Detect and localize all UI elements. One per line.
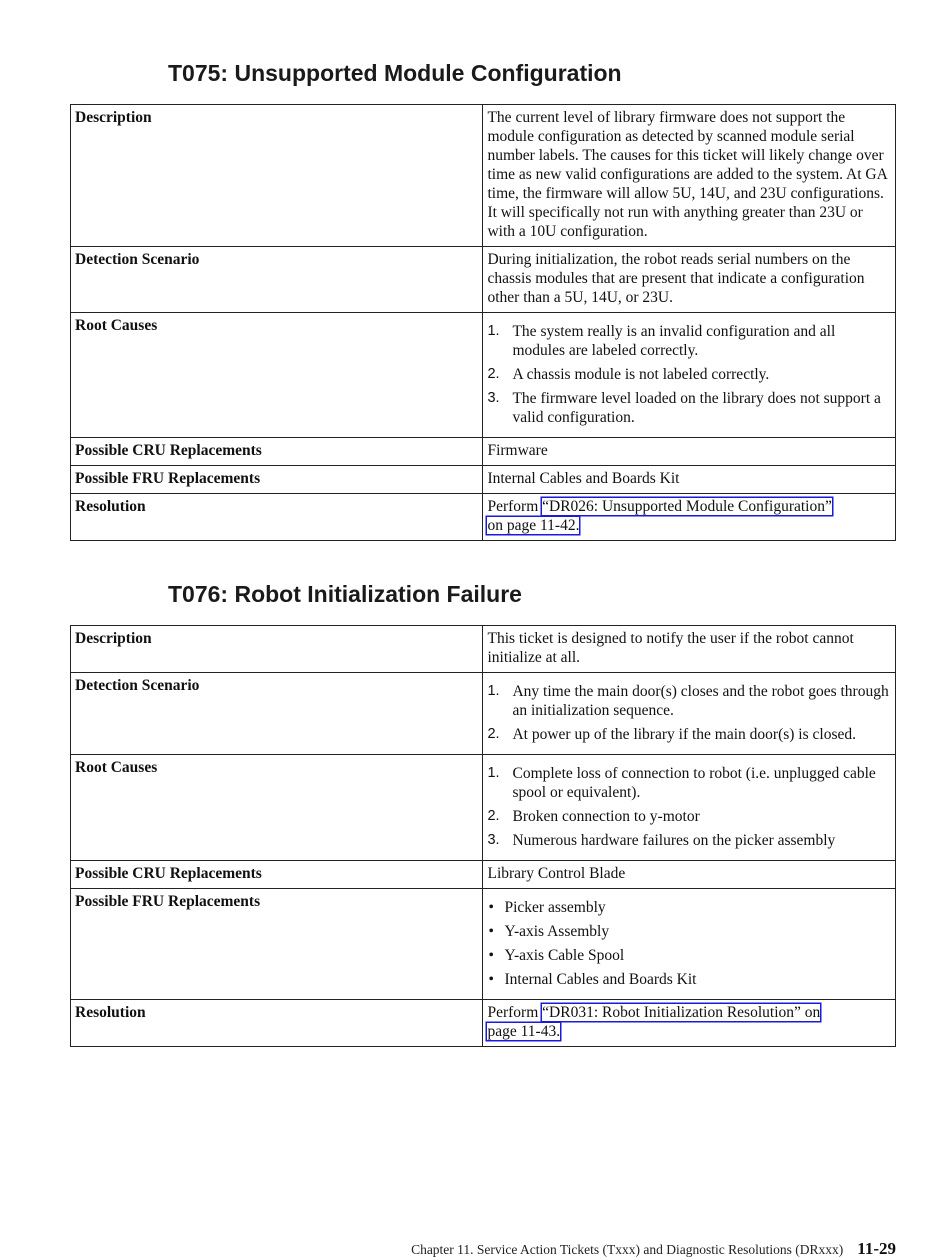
table-row — [71, 1000, 896, 1047]
list-item-text: Internal Cables and Boards Kit — [504, 971, 697, 988]
list-item — [487, 389, 891, 427]
table-row — [71, 755, 896, 861]
list-number: 1. — [487, 765, 500, 781]
list-item — [487, 725, 891, 744]
list-item-text: Y-axis Assembly — [504, 923, 610, 940]
section-title: T075: Unsupported Module Configuration — [168, 60, 622, 86]
list-item — [487, 322, 891, 360]
bullet-icon: • — [488, 923, 494, 940]
row-value — [483, 673, 896, 755]
list-item — [487, 807, 891, 826]
row-value: During initialization, the robot reads serial numbers on the chassis modules that are present that indicate a configuration other than a 5U, 14U, or 23U. — [483, 247, 896, 313]
list-item-text: The system really is an invalid configuration and all modules are labeled correctly. — [512, 323, 836, 359]
row-label: Possible CRU Replacements — [71, 438, 483, 466]
row-value — [483, 755, 896, 861]
page-footer — [411, 1239, 896, 1259]
list-number: 3. — [487, 832, 500, 848]
row-value: Internal Cables and Boards Kit — [483, 466, 896, 494]
row-label: Resolution — [71, 494, 483, 541]
list-item — [487, 946, 891, 965]
row-value — [483, 494, 896, 541]
row-value — [483, 1000, 896, 1047]
list-number: 1. — [487, 683, 500, 699]
row-value: Firmware — [483, 438, 896, 466]
numbered-list — [487, 322, 891, 427]
list-item — [487, 764, 891, 802]
list-number: 2. — [487, 366, 500, 382]
numbered-list — [487, 682, 891, 744]
dr026-link[interactable]: “DR026: Unsupported Module Configuration” — [542, 498, 832, 515]
list-item — [487, 970, 891, 989]
list-item-text: The firmware level loaded on the library does not support a valid configuration. — [512, 390, 881, 426]
row-label: Description — [71, 105, 483, 247]
row-label: Description — [71, 626, 483, 673]
row-label: Root Causes — [71, 313, 483, 438]
row-label: Possible FRU Replacements — [71, 889, 483, 1000]
row-label: Detection Scenario — [71, 247, 483, 313]
list-number: 2. — [487, 726, 500, 742]
list-item-text: A chassis module is not labeled correctly. — [512, 366, 770, 383]
row-value — [483, 313, 896, 438]
list-item-text: Any time the main door(s) closes and the robot goes through an initialization sequence. — [512, 683, 889, 719]
list-item-text: Y-axis Cable Spool — [504, 947, 625, 964]
list-number: 1. — [487, 323, 500, 339]
row-label: Detection Scenario — [71, 673, 483, 755]
list-item-text: Broken connection to y-motor — [512, 808, 700, 825]
list-item — [487, 831, 891, 850]
table-row — [71, 313, 896, 438]
row-label: Possible CRU Replacements — [71, 861, 483, 889]
chapter-title: Chapter 11. Service Action Tickets (Txxx) and Diagnostic Resolutions (DRxxx) — [411, 1242, 844, 1257]
ticket-table-t076 — [70, 625, 896, 1047]
dr031-page-link[interactable]: page 11-43. — [487, 1023, 561, 1040]
list-item-text: At power up of the library if the main door(s) is closed. — [512, 726, 856, 743]
list-item — [487, 682, 891, 720]
list-item-text: Complete loss of connection to robot (i.e. unplugged cable spool or equivalent). — [512, 765, 876, 801]
list-number: 3. — [487, 390, 500, 406]
row-label: Resolution — [71, 1000, 483, 1047]
list-item-text: Numerous hardware failures on the picker assembly — [512, 832, 836, 849]
row-value: This ticket is designed to notify the user if the robot cannot initialize at all. — [483, 626, 896, 673]
bullet-icon: • — [488, 971, 494, 988]
list-item — [487, 365, 891, 384]
table-row — [71, 889, 896, 1000]
row-label: Root Causes — [71, 755, 483, 861]
table-row — [71, 861, 896, 889]
row-value: The current level of library firmware does not support the module configuration as detected by scanned module serial number labels. The causes for this ticket will likely change over time as new valid configurations are added to the system. At GA time, the firmware will allow 5U, 14U, and 23U configurations. It will specifically not run with anything greater than 23U or with a 10U configuration. — [483, 105, 896, 247]
bullet-icon: • — [488, 947, 494, 964]
dr026-page-link[interactable]: on page 11-42. — [487, 517, 580, 534]
table-row — [71, 673, 896, 755]
list-item — [487, 922, 891, 941]
dr031-link[interactable]: “DR031: Robot Initialization Resolution” on — [542, 1004, 821, 1021]
page-number: 11-29 — [857, 1239, 896, 1258]
table-row — [71, 247, 896, 313]
row-value — [483, 889, 896, 1000]
row-label: Possible FRU Replacements — [71, 466, 483, 494]
list-item — [487, 898, 891, 917]
list-item-text: Picker assembly — [504, 899, 606, 916]
bullet-list — [487, 898, 891, 989]
numbered-list — [487, 764, 891, 850]
resolution-prefix: Perform — [487, 1004, 543, 1021]
table-row — [71, 494, 896, 541]
table-row — [71, 466, 896, 494]
table-row — [71, 105, 896, 247]
table-row — [71, 626, 896, 673]
resolution-prefix: Perform — [487, 498, 543, 515]
ticket-table-t075 — [70, 104, 896, 541]
table-row — [71, 438, 896, 466]
section-title: T076: Robot Initialization Failure — [168, 581, 522, 607]
row-value: Library Control Blade — [483, 861, 896, 889]
bullet-icon: • — [488, 899, 494, 916]
list-number: 2. — [487, 808, 500, 824]
